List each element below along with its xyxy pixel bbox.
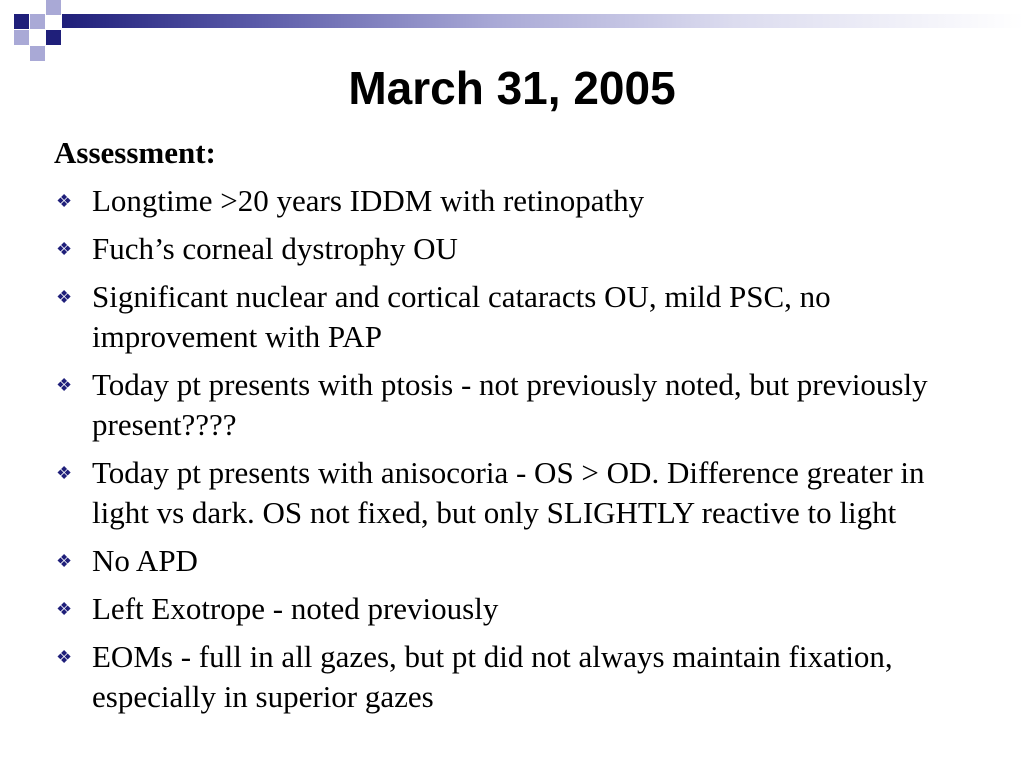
- diamond-bullet-icon: ❖: [56, 599, 73, 619]
- slide-body: [54, 133, 974, 725]
- list-item: [54, 453, 974, 533]
- diamond-bullet-icon: ❖: [56, 375, 73, 395]
- list-item-text: EOMs - full in all gazes, but pt did not always maintain fixation, especially in superior gazes: [92, 639, 893, 714]
- list-item-text: Significant nuclear and cortical cataracts OU, mild PSC, no improvement with PAP: [92, 279, 831, 354]
- decorative-square: [46, 30, 61, 45]
- bullet-list: [54, 181, 974, 717]
- diamond-bullet-icon: ❖: [56, 647, 73, 667]
- diamond-bullet-icon: ❖: [56, 239, 73, 259]
- list-item: [54, 589, 974, 629]
- list-item: [54, 229, 974, 269]
- list-item-text: Today pt presents with anisocoria - OS > OD. Difference greater in light vs dark. OS not fixed, but only SLIGHTLY reactive to light: [92, 455, 925, 530]
- diamond-bullet-icon: ❖: [56, 463, 73, 483]
- title-gradient-bar: [62, 14, 1024, 28]
- decorative-square: [30, 14, 45, 29]
- list-item: [54, 277, 974, 357]
- slide-title: March 31, 2005: [348, 62, 676, 114]
- list-item: [54, 637, 974, 717]
- list-item-text: No APD: [92, 543, 198, 578]
- list-item-text: Today pt presents with ptosis - not previously noted, but previously present????: [92, 367, 928, 442]
- list-item-text: Left Exotrope - noted previously: [92, 591, 499, 626]
- decorative-square: [14, 30, 29, 45]
- diamond-bullet-icon: ❖: [56, 551, 73, 571]
- list-item: [54, 181, 974, 221]
- list-item: [54, 365, 974, 445]
- decorative-square: [14, 14, 29, 29]
- list-item-text: Longtime >20 years IDDM with retinopathy: [92, 183, 645, 218]
- diamond-bullet-icon: ❖: [56, 287, 73, 307]
- section-heading: Assessment:: [54, 135, 216, 170]
- diamond-bullet-icon: ❖: [56, 191, 73, 211]
- list-item: [54, 541, 974, 581]
- decorative-square: [46, 0, 61, 15]
- list-item-text: Fuch’s corneal dystrophy OU: [92, 231, 458, 266]
